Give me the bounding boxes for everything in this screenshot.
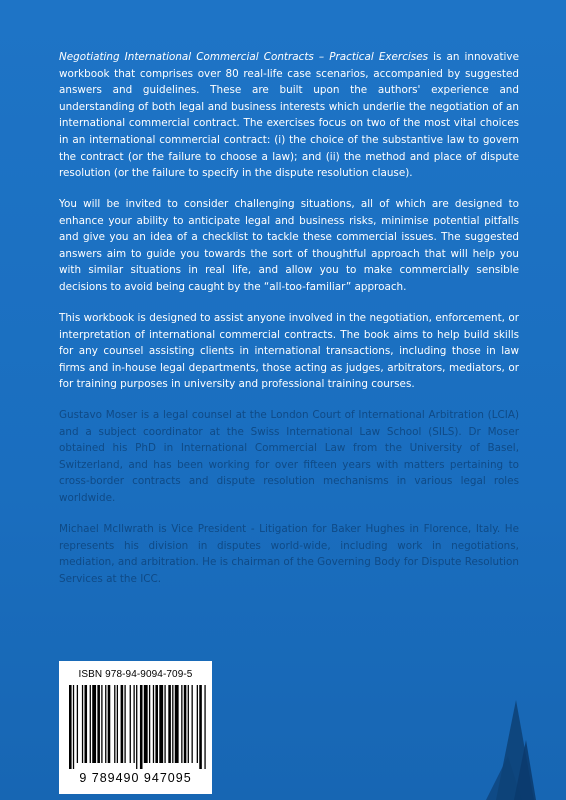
- description-paragraph-1: [59, 49, 519, 182]
- isbn-text: ISBN 978-94-9094-709-5: [78, 669, 193, 680]
- publisher-logo-icon: [476, 660, 536, 800]
- author-bio-moser: Gustavo Moser is a legal counsel at the London Court of International Arbitration (LCIA) and a subject coordinator at the Swiss International Law School (SILS). Dr Moser obtained his PhD in International Commercial Law from the University of Basel, Switzerland, and has been working for over fifteen years with matters pertaining to cross-border contracts and dispute resolution mechanisms in various legal roles worldwide.: [59, 409, 519, 504]
- barcode-icon: [69, 685, 207, 769]
- author-bio-mcilwrath: Michael McIlwrath is Vice President - Litigation for Baker Hughes in Florence, Italy. He represents his division in disputes world-wide, including work in negotiations, mediation, and arbitration. He is chairman of the Governing Body for Dispute Resolution Services at the ICC.: [59, 523, 519, 585]
- description-text-1: is an innovative workbook that comprises over 80 real-life case scenarios, accompanied by suggested answers and guidelines. These are built upon the authors' experience and understanding of both legal and business interests which underlie the negotiation of an international commercial contract. The exercises focus on two of the most vital choices in an international commercial contract: (i) the choice of the substantive law to govern the contract (or the failure to choose a law); and (ii) the method and place of dispute resolution (or the failure to specify in the dispute resolution clause).: [59, 51, 519, 180]
- description-paragraph-2: You will be invited to consider challenging situations, all of which are designed to enhance your ability to anticipate legal and business risks, minimise potential pitfalls and give you an idea of a checklist to tackle these commercial issues. The suggested answers aim to guide you towards the sort of thoughtful approach that will help you with similar situations in real life, and allow you to make commercially sensible decisions to avoid being caught by the “all-too-familiar” approach.: [59, 198, 519, 293]
- barcode-digits: 9 789490 947095: [79, 771, 192, 785]
- book-title-italic: Negotiating International Commercial Contracts – Practical Exercises: [59, 51, 429, 63]
- description-paragraph-3: This workbook is designed to assist anyone involved in the negotiation, enforcement, or interpretation of international commercial contracts. The book aims to help build skills for any counsel assisting clients in international transactions, including those in law firms and in-house legal departments, those acting as judges, arbitrators, mediators, or for training purposes in university and professional training courses.: [59, 312, 519, 391]
- barcode-label: [59, 661, 212, 794]
